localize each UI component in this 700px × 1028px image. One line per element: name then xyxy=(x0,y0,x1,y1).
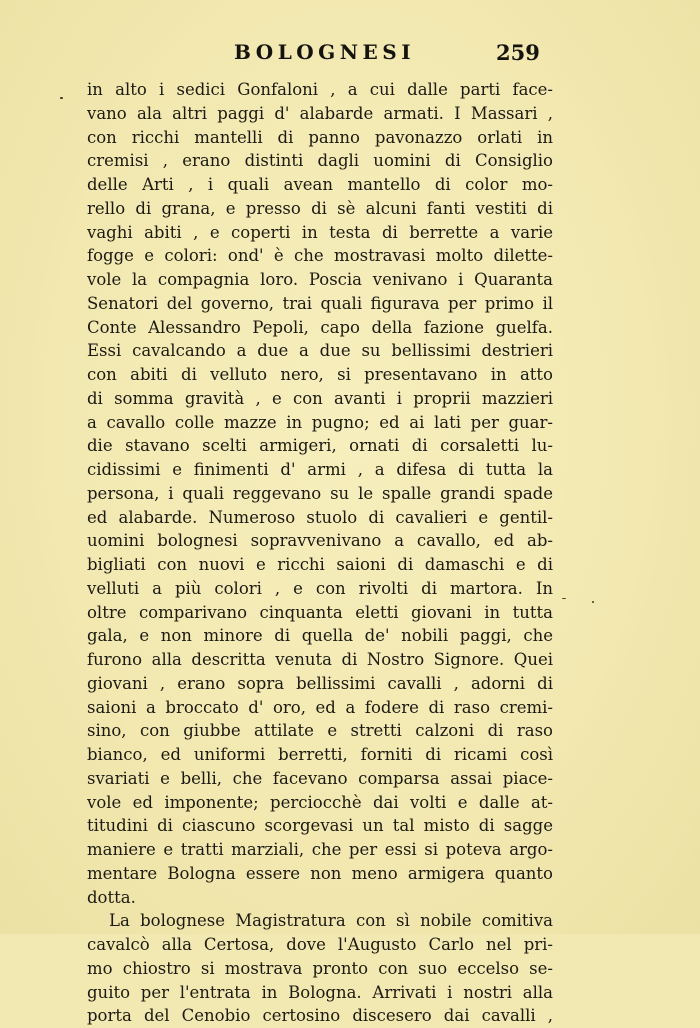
text-line: cidissimi e finimenti d' armi , a difesa di tutta la xyxy=(87,460,553,479)
text-line: mentare Bologna essere non meno armigera quanto xyxy=(87,863,553,883)
text-line: gala, e non minore di quella de' nobili paggi, che xyxy=(87,626,553,646)
text-line: saioni a broccato d' oro, ed a fodere di raso cremi- xyxy=(87,697,553,717)
text-line: fogge e colori: ond' è che mostravasi molto dilette- xyxy=(87,246,553,266)
text-line: a cavallo colle mazze in pugno; ed ai lati per guar- xyxy=(87,412,553,432)
text-line: vano ala altri paggi d' alabarde armati. I Massari , xyxy=(87,103,553,123)
text-line: mo chiostro si mostrava pronto con suo eccelso se- xyxy=(87,958,553,978)
text-line: guito per l'entrata in Bologna. Arrivati i nostri alla xyxy=(87,982,553,1002)
text-line: cavalcò alla Certosa, dove l'Augusto Carlo nel pri- xyxy=(87,935,553,954)
text-line: vaghi abiti , e coperti in testa di berrette a varie xyxy=(87,222,553,242)
text-line: maniere e tratti marziali, che per essi si poteva argo- xyxy=(87,840,553,859)
text-line: velluti a più colori , e con rivolti di martora. In xyxy=(87,578,553,598)
text-line: in alto i sedici Gonfaloni , a cui dalle parti face- xyxy=(87,80,553,99)
text-line: uomini bolognesi sopravvenivano a cavallo, ed ab- xyxy=(87,531,553,551)
text-line: ed alabarde. Numeroso stuolo di cavalieri e gentil- xyxy=(87,507,553,527)
text-line: svariati e belli, che facevano comparsa assai piace- xyxy=(87,768,553,788)
text-line: titudini di ciascuno scorgevasi un tal misto di sagge xyxy=(87,816,553,836)
text-line: con abiti di velluto nero, si presentavano in atto xyxy=(87,365,553,384)
text-line: porta del Cenobio certosino discesero dai cavalli , xyxy=(87,1006,553,1026)
text-line: die stavano scelti armigeri, ornati di corsaletti lu- xyxy=(87,436,553,456)
text-line: bigliati con nuovi e ricchi saioni di damaschi e di xyxy=(87,555,553,574)
text-line: con ricchi mantelli di panno pavonazzo orlati in xyxy=(87,127,553,147)
text-line: delle Arti , i quali avean mantello di color mo- xyxy=(87,175,553,194)
text-line: vole la compagnia loro. Poscia venivano i Quaranta xyxy=(87,270,553,289)
running-head-title: BOLOGNESI xyxy=(234,40,416,64)
text-line: Senatori del governo, trai quali figurava per primo il xyxy=(87,293,553,313)
text-line: sino, con giubbe attilate e stretti calzoni di raso xyxy=(87,721,553,741)
text-line: Essi cavalcando a due a due su bellissimi destrieri xyxy=(87,341,553,361)
paper-speck xyxy=(592,601,594,603)
paper-speck xyxy=(60,97,63,99)
running-head xyxy=(0,40,700,72)
text-line: vole ed imponente; perciocchè dai volti e dalle at- xyxy=(87,792,553,812)
text-line: La bolognese Magistratura con sì nobile comitiva xyxy=(109,911,553,931)
text-line: oltre comparivano cinquanta eletti giovani in tutta xyxy=(87,602,553,622)
text-line: furono alla descritta venuta di Nostro Signore. Quei xyxy=(87,650,553,669)
text-line: bianco, ed uniformi berretti, forniti di ricami così xyxy=(87,745,553,764)
text-line: persona, i quali reggevano su le spalle grandi spade xyxy=(87,483,553,503)
text-line: cremisi , erano distinti dagli uomini di Consiglio xyxy=(87,151,553,171)
body-text xyxy=(87,78,553,1028)
text-line: giovani , erano sopra bellissimi cavalli , adorni di xyxy=(87,673,553,693)
paper-speck xyxy=(562,598,566,599)
text-line: Conte Alessandro Pepoli, capo della fazione guelfa. xyxy=(87,317,553,337)
text-line: di somma gravità , e con avanti i proprii mazzieri xyxy=(87,388,553,408)
text-line: dotta. xyxy=(87,887,136,907)
page-number: 259 xyxy=(496,40,540,65)
text-line: rello di grana, e presso di sè alcuni fanti vestiti di xyxy=(87,198,553,218)
